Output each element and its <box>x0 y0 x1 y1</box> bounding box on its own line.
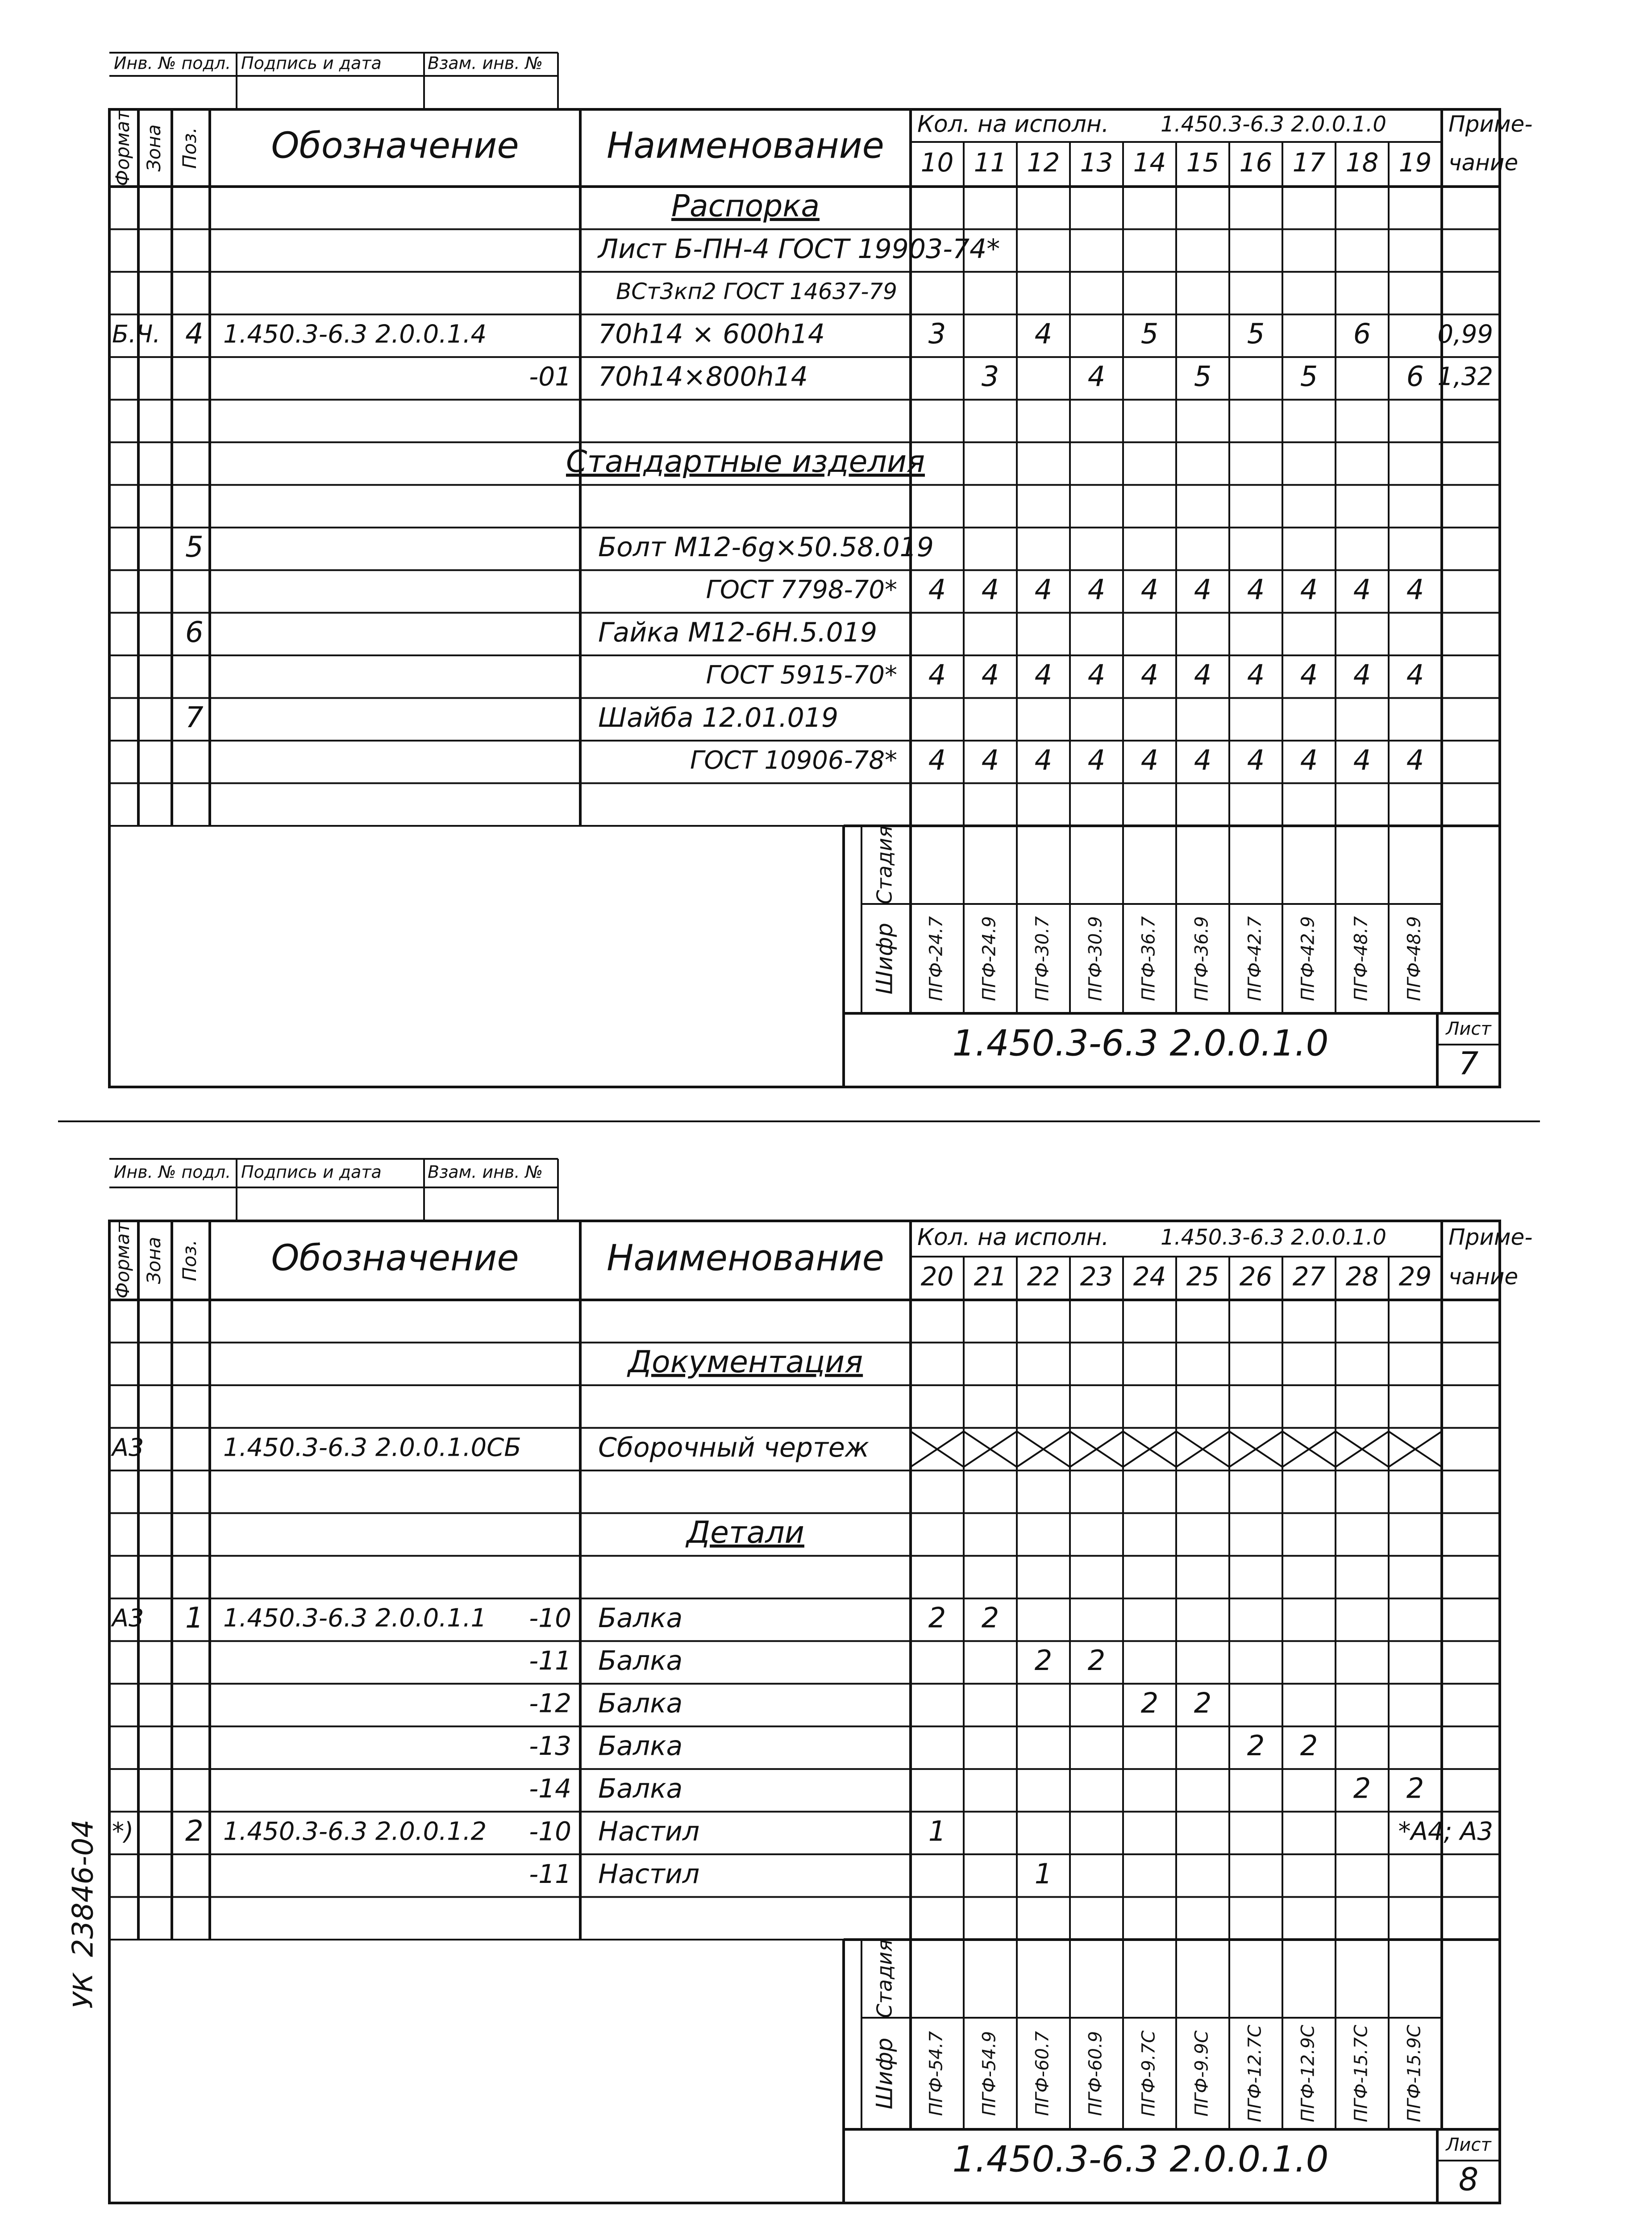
header-doc-code: 1.450.3-6.3 2.0.0.1.0 <box>1161 112 1386 137</box>
cell-naimenovanie: Балка <box>598 1688 683 1720</box>
cell-format: Б.Ч. <box>112 320 161 348</box>
exec-number: 21 <box>974 1261 1007 1292</box>
cell-naimenovanie: Гайка М12-6Н.5.019 <box>598 616 878 648</box>
stamp-inv-podl: Инв. № подл. <box>114 53 231 73</box>
cell-oboz-suffix: -13 <box>529 1731 571 1761</box>
cell-quantity: 4 <box>1194 743 1212 776</box>
cell-quantity: 4 <box>1087 360 1106 393</box>
cell-quantity: 4 <box>981 573 999 606</box>
cell-oboz-suffix: -11 <box>529 1858 571 1889</box>
cell-poz: 6 <box>185 616 204 649</box>
cell-naimenovanie: Балка <box>598 1730 683 1762</box>
header-oboznachenie: Обозначение <box>271 125 519 167</box>
cell-quantity: 3 <box>928 317 946 350</box>
cell-oboznachenie: 1.450.3-6.3 2.0.0.1.1 <box>223 1603 487 1633</box>
cell-quantity: 2 <box>1406 1772 1424 1805</box>
header-doc-code: 1.450.3-6.3 2.0.0.1.0 <box>1161 1225 1386 1250</box>
cell-quantity: 4 <box>1353 743 1371 776</box>
shifr-code: ПГФ-30.7 <box>1032 916 1053 1001</box>
cell-naimenovanie: 70h14×800h14 <box>598 361 808 393</box>
header-naimenovanie: Наименование <box>607 1237 884 1279</box>
cell-quantity: 4 <box>1087 658 1106 691</box>
cell-quantity: 4 <box>1087 573 1106 606</box>
cell-poz: 2 <box>185 1815 204 1848</box>
cell-quantity: 4 <box>981 658 999 691</box>
cell-quantity: 4 <box>1353 658 1371 691</box>
cell-quantity: 4 <box>1140 743 1159 776</box>
cell-quantity: 4 <box>1247 573 1265 606</box>
exec-number: 25 <box>1186 1261 1219 1292</box>
header-primechanie: чание <box>1448 1264 1519 1290</box>
shifr-code: ПГФ-36.7 <box>1138 916 1159 1001</box>
label-shifr: Шифр <box>871 2037 898 2110</box>
shifr-code: ПГФ-30.9 <box>1085 916 1106 1001</box>
section-title: Распорка <box>671 188 820 224</box>
cell-quantity: 4 <box>981 743 999 776</box>
header-naimenovanie: Наименование <box>607 125 884 167</box>
shifr-code: ПГФ-36.9 <box>1191 916 1212 1001</box>
header-primechanie: чание <box>1448 150 1519 176</box>
sheet-7 <box>109 53 1532 1087</box>
cell-format: А3 <box>112 1604 144 1632</box>
cell-naimenovanie: Балка <box>598 1773 683 1805</box>
exec-number: 22 <box>1027 1261 1060 1292</box>
exec-number: 10 <box>920 147 954 178</box>
cell-naimenovanie: 70h14 × 600h14 <box>598 318 825 350</box>
cell-poz: 5 <box>185 531 204 564</box>
label-stadiya: Стадия <box>872 825 897 904</box>
shifr-code: ПГФ-9.9С <box>1191 2030 1212 2117</box>
exec-number: 27 <box>1292 1261 1326 1292</box>
cell-oboz-suffix: -01 <box>529 361 571 392</box>
cell-quantity: 2 <box>1300 1729 1318 1762</box>
archive-number: 23846-04 <box>67 1819 100 1957</box>
cell-naimenovanie: Балка <box>598 1645 683 1677</box>
cell-quantity: 4 <box>928 573 946 606</box>
cell-oboz-suffix: -11 <box>529 1645 571 1676</box>
cell-quantity: 6 <box>1353 317 1371 350</box>
shifr-code: ПГФ-48.7 <box>1351 916 1372 1001</box>
exec-number: 26 <box>1239 1261 1273 1292</box>
label-list: Лист <box>1446 1019 1491 1039</box>
cell-quantity: 4 <box>1140 658 1159 691</box>
cell-poz: 1 <box>185 1602 204 1635</box>
cell-quantity: 2 <box>1034 1644 1053 1677</box>
section-title: Документация <box>628 1344 863 1380</box>
cell-oboznachenie: 1.450.3-6.3 2.0.0.1.0СБ <box>223 1433 521 1462</box>
exec-number: 23 <box>1080 1261 1113 1292</box>
cell-naimenovanie: Болт М12-6g×50.58.019 <box>598 532 934 563</box>
cell-naimenovanie: Шайба 12.01.019 <box>598 702 839 733</box>
cell-oboz-suffix: -14 <box>529 1773 571 1804</box>
cell-primechanie: 0,99 <box>1437 320 1493 349</box>
label-shifr: Шифр <box>871 923 898 995</box>
exec-number: 14 <box>1133 147 1166 178</box>
cell-quantity: 4 <box>1353 573 1371 606</box>
cell-naimenovanie: ГОСТ 7798-70* <box>706 575 897 605</box>
stamp-podpis-data: Подпись и дата <box>241 53 382 73</box>
section-title: Детали <box>687 1515 804 1550</box>
cell-quantity: 4 <box>1034 317 1053 350</box>
header-primechanie: Приме- <box>1448 1224 1533 1250</box>
cell-quantity: 4 <box>1406 743 1424 776</box>
header-poz: Поз. <box>179 127 200 169</box>
header-oboznachenie: Обозначение <box>271 1237 519 1279</box>
cell-quantity: 2 <box>981 1601 999 1634</box>
cell-quantity: 5 <box>1194 360 1212 393</box>
shifr-code: ПГФ-24.9 <box>979 916 1000 1001</box>
label-list: Лист <box>1446 2135 1491 2155</box>
section-title: Стандартные изделия <box>566 444 925 480</box>
header-format: Формат <box>112 110 133 186</box>
cell-primechanie: 1,32 <box>1437 362 1493 391</box>
cell-oboz-suffix: -10 <box>529 1816 571 1847</box>
margin-notes <box>67 1820 100 2009</box>
cell-quantity: 4 <box>1140 573 1159 606</box>
header-kol-na-ispoln: Кол. на исполн. <box>917 111 1109 138</box>
cell-quantity: 4 <box>1406 573 1424 606</box>
cell-quantity: 2 <box>1194 1686 1212 1720</box>
shifr-code: ПГФ-15.7С <box>1351 2024 1372 2123</box>
cell-quantity: 4 <box>1406 658 1424 691</box>
cell-quantity: 4 <box>928 743 946 776</box>
shifr-code: ПГФ-9.7С <box>1138 2030 1159 2117</box>
cell-oboz-suffix: -12 <box>529 1688 571 1719</box>
header-poz: Поз. <box>179 1240 200 1281</box>
cell-quantity: 4 <box>928 658 946 691</box>
sheet-number: 8 <box>1458 2161 1479 2198</box>
cell-format: *) <box>112 1817 134 1845</box>
cell-quantity: 3 <box>981 360 999 393</box>
header-primechanie: Приме- <box>1448 111 1533 137</box>
cell-oboznachenie: 1.450.3-6.3 2.0.0.1.4 <box>223 320 487 349</box>
shifr-code: ПГФ-60.9 <box>1085 2031 1106 2116</box>
cell-naimenovanie: Сборочный чертеж <box>598 1432 869 1463</box>
title-doc-code: 1.450.3-6.3 2.0.0.1.0 <box>952 1022 1329 1064</box>
cell-quantity: 2 <box>1087 1644 1106 1677</box>
sheet-8 <box>109 1159 1532 2203</box>
cell-quantity: 4 <box>1034 658 1053 691</box>
cell-quantity: 4 <box>1194 658 1212 691</box>
exec-number: 16 <box>1239 147 1273 178</box>
exec-number: 29 <box>1398 1261 1432 1292</box>
cell-quantity: 2 <box>1247 1729 1265 1762</box>
sheet-number: 7 <box>1458 1045 1479 1082</box>
cell-poz: 7 <box>185 701 204 734</box>
cell-oboznachenie: 1.450.3-6.3 2.0.0.1.2 <box>223 1817 487 1846</box>
exec-number: 12 <box>1027 147 1060 178</box>
exec-number: 11 <box>974 147 1007 178</box>
shifr-code: ПГФ-24.7 <box>926 916 947 1001</box>
shifr-code: ПГФ-48.9 <box>1404 916 1425 1001</box>
title-doc-code: 1.450.3-6.3 2.0.0.1.0 <box>952 2138 1329 2180</box>
label-stadiya: Стадия <box>872 1939 897 2018</box>
exec-number: 20 <box>920 1261 954 1292</box>
exec-number: 28 <box>1345 1261 1379 1292</box>
exec-number: 17 <box>1292 147 1326 178</box>
cell-quantity: 4 <box>1034 743 1053 776</box>
archive-mark: УК <box>67 1973 99 2009</box>
cell-naimenovanie: Настил <box>598 1858 700 1890</box>
cell-oboz-suffix: -10 <box>529 1603 571 1633</box>
exec-number: 13 <box>1080 147 1113 178</box>
cell-poz: 4 <box>185 317 204 351</box>
shifr-code: ПГФ-42.7 <box>1244 916 1265 1001</box>
cell-quantity: 6 <box>1406 360 1424 393</box>
cell-quantity: 4 <box>1300 658 1318 691</box>
shifr-code: ПГФ-15.9С <box>1404 2024 1425 2123</box>
exec-number: 24 <box>1133 1261 1166 1292</box>
cell-quantity: 4 <box>1300 743 1318 776</box>
stamp-podpis-data: Подпись и дата <box>241 1162 382 1182</box>
cell-quantity: 5 <box>1247 317 1265 350</box>
cell-quantity: 2 <box>1140 1686 1159 1720</box>
stamp-vzam-inv: Взам. инв. № <box>428 53 543 73</box>
shifr-code: ПГФ-54.7 <box>926 2031 947 2116</box>
cell-quantity: 2 <box>1353 1772 1371 1805</box>
cell-naimenovanie: ГОСТ 10906-78* <box>690 745 897 775</box>
cell-naimenovanie: Лист Б-ПН-4 ГОСТ 19903-74* <box>598 233 1000 265</box>
exec-number: 15 <box>1186 147 1219 178</box>
shifr-code: ПГФ-54.9 <box>979 2031 1000 2116</box>
header-zona: Зона <box>143 1237 165 1284</box>
cell-quantity: 4 <box>1247 658 1265 691</box>
shifr-code: ПГФ-12.9С <box>1298 2024 1319 2123</box>
cell-quantity: 4 <box>1247 743 1265 776</box>
header-zona: Зона <box>143 124 165 172</box>
stamp-inv-podl: Инв. № подл. <box>114 1162 231 1182</box>
exec-number: 18 <box>1345 147 1379 178</box>
cell-naimenovanie: Балка <box>598 1603 683 1634</box>
shifr-code: ПГФ-12.7С <box>1244 2024 1265 2123</box>
stamp-vzam-inv: Взам. инв. № <box>428 1162 543 1182</box>
cell-quantity: 4 <box>1194 573 1212 606</box>
cell-naimenovanie: ГОСТ 5915-70* <box>706 661 897 690</box>
cell-quantity: 4 <box>1087 743 1106 776</box>
cell-quantity: 1 <box>928 1815 946 1848</box>
cell-format: А3 <box>112 1433 144 1462</box>
exec-number: 19 <box>1398 147 1432 178</box>
shifr-code: ПГФ-42.9 <box>1298 916 1319 1001</box>
cell-primechanie: *А4; А3 <box>1398 1817 1493 1846</box>
cell-quantity: 4 <box>1300 573 1318 606</box>
cell-quantity: 2 <box>928 1601 946 1634</box>
header-format: Формат <box>112 1222 133 1299</box>
header-kol-na-ispoln: Кол. на исполн. <box>917 1224 1109 1251</box>
cell-quantity: 5 <box>1140 317 1159 350</box>
cell-quantity: 5 <box>1300 360 1318 393</box>
shifr-code: ПГФ-60.7 <box>1032 2031 1053 2116</box>
cell-naimenovanie: Настил <box>598 1816 700 1847</box>
cell-quantity: 1 <box>1034 1857 1053 1890</box>
cell-naimenovanie: ВСт3кп2 ГОСТ 14637-79 <box>616 279 897 305</box>
cell-quantity: 4 <box>1034 573 1053 606</box>
